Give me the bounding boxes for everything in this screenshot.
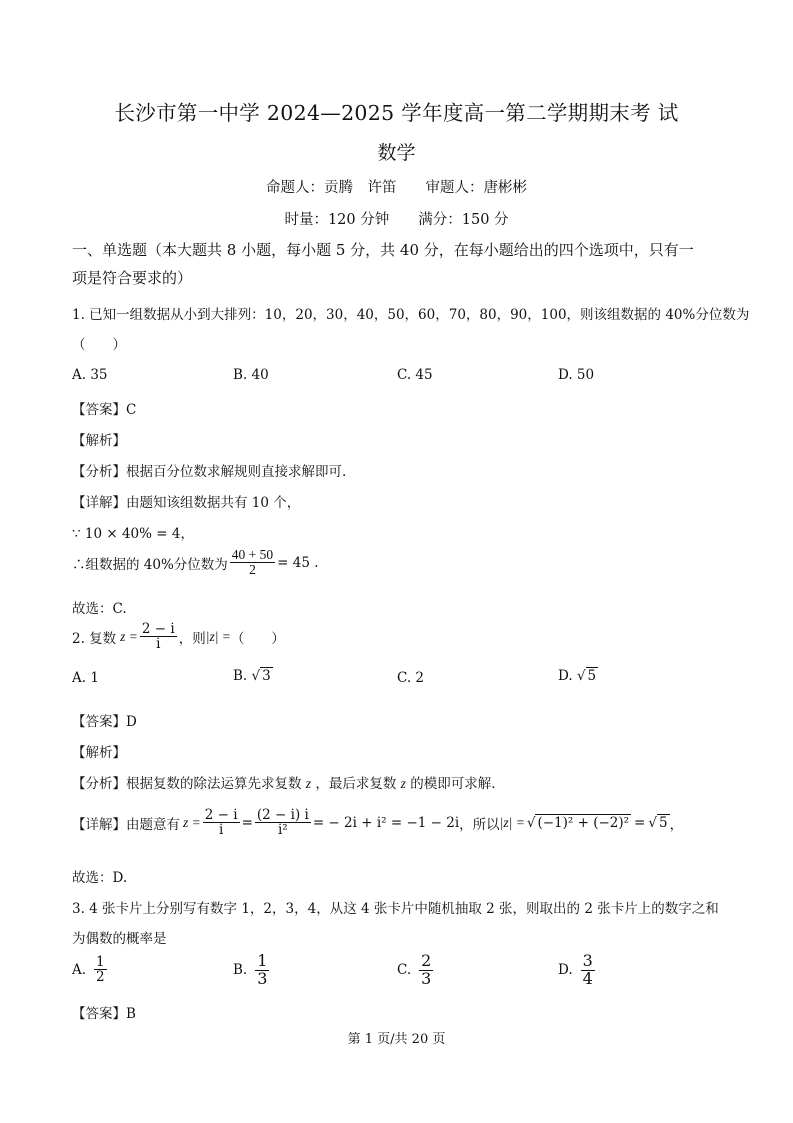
q2-stem-mid: ，则 — [178, 630, 206, 647]
q3-option-a-den: 2 — [96, 969, 105, 986]
q2-option-d-sqrt: √ 5 — [576, 668, 597, 684]
q2-fenxi-z2: z — [400, 776, 406, 791]
q1-fenxi: 【分析】根据百分位数求解规则直接求解即可. — [72, 464, 347, 480]
q2-detail-eq1: = — [241, 814, 253, 831]
q3-option-a-num: 1 — [96, 954, 105, 970]
exam-subject: 数学 — [377, 142, 416, 164]
q2-fenxi-a: 【分析】根据复数的除法运算先求复数 — [72, 776, 302, 792]
q2-abs-z: |z| = — [205, 628, 231, 644]
q2-option-d — [558, 668, 598, 684]
q3-option-a — [72, 955, 109, 984]
q2-detail-frac1-num: 2 − i — [204, 807, 238, 823]
q3-option-b — [233, 953, 271, 988]
q2-option-b — [233, 668, 273, 684]
q3-option-c — [397, 953, 435, 988]
q2-fenxi-c: 的模即可求解. — [410, 776, 496, 792]
q2-option-d-label: D. — [558, 668, 573, 684]
q2-detail-frac2 — [255, 808, 311, 837]
q1-conclusion — [72, 548, 319, 577]
exam-title: 长沙市第一中学 2024—2025 学年度高一第二学期期末考 试 — [114, 101, 679, 125]
q2-detail-frac2-den: i² — [277, 822, 288, 839]
q2-answer: 【答案】D — [72, 714, 137, 730]
q3-option-c-label: C. — [397, 962, 412, 979]
q1-conc-fraction — [230, 548, 275, 577]
q3-option-d-frac — [581, 953, 595, 988]
q1-conc-prefix: ∴组数据的 40%分位数为 — [72, 556, 228, 573]
q2-detail-sqrt1: √ (−1)² + (−2)² — [526, 814, 630, 831]
q1-detail: 【详解】由题知该组数据共有 10 个， — [72, 495, 301, 511]
q1-option-a: A. 35 — [72, 367, 108, 383]
q3-option-c-num: 2 — [421, 951, 432, 970]
q2-detail-prefix: 【详解】由题意有 — [72, 816, 180, 833]
q3-option-d-den: 4 — [582, 968, 593, 988]
q1-calc: ∵ 10 × 40% = 4， — [72, 526, 194, 542]
q2-den: i — [156, 636, 161, 653]
q2-option-d-rad: 5 — [587, 668, 597, 684]
q2-option-b-label: B. — [233, 668, 248, 684]
q3-option-d — [558, 953, 597, 988]
q1-choose: 故选：C. — [72, 601, 127, 617]
q2-detail-so: ，所以 — [459, 816, 500, 833]
q2-choose: 故选：D. — [72, 870, 128, 886]
q2-stem-prefix: 2. 复数 — [72, 630, 117, 647]
q1-conc-suffix: = 45 . — [277, 554, 319, 571]
q2-z-eq: z = — [120, 628, 138, 644]
q3-option-a-label: A. — [72, 961, 87, 978]
q2-detail — [72, 808, 683, 837]
q2-analysis-label: 【解析】 — [72, 745, 126, 761]
q2-option-b-sqrt: √ 3 — [251, 668, 271, 684]
q3-option-b-label: B. — [233, 962, 248, 979]
q1-conc-den: 2 — [249, 562, 256, 578]
q2-detail-eq2: = — [634, 814, 646, 831]
q1-option-c: C. 45 — [397, 367, 433, 383]
q3-option-b-den: 3 — [257, 968, 268, 988]
q2-option-a: A. 1 — [72, 670, 99, 686]
q2-option-b-rad: 3 — [262, 668, 271, 684]
q2-paren: （ ） — [230, 630, 285, 647]
q1-option-d: D. 50 — [558, 367, 595, 383]
exam-timing: 时量：120 分钟 满分：150 分 — [284, 212, 509, 228]
q3-option-c-den: 3 — [421, 968, 432, 988]
q2-detail-rad2: 5 — [658, 814, 668, 831]
exam-authors: 命题人：贡腾 许笛 审题人：唐彬彬 — [266, 180, 527, 196]
section-heading-line2: 项是符合要求的） — [72, 269, 193, 287]
q2-detail-sqrt2: √ 5 — [648, 814, 668, 831]
q1-option-b: B. 40 — [233, 367, 269, 383]
q2-detail-frac2-num: (2 − i) i — [256, 807, 309, 823]
q1-analysis-label: 【解析】 — [72, 433, 126, 449]
section-heading-line1: 一、单选题（本大题共 8 小题，每小题 5 分，共 40 分，在每小题给出的四个选项中，只有一 — [72, 241, 694, 259]
q2-detail-frac1-den: i — [218, 822, 224, 839]
q3-option-d-label: D. — [558, 962, 573, 979]
q2-detail-frac1 — [203, 808, 240, 837]
q1-answer: 【答案】C — [72, 402, 137, 418]
q1-stem: 1. 已知一组数据从小到大排列：10，20，30，40，50，60，70，80，90，100，则该组数据的 40%分位数为 — [72, 307, 750, 323]
q2-stem — [72, 622, 285, 651]
q3-stem-line1: 3. 4 张卡片上分别写有数字 1，2，3，4，从这 4 张卡片中随机抽取 2 张，则取出的 2 张卡片上的数字之和 — [72, 901, 719, 917]
q2-detail-rest: = − 2i + i² = −1 − 2i — [312, 814, 460, 831]
q3-stem-line2: 为偶数的概率是 — [72, 931, 167, 947]
q2-num: 2 − i — [141, 621, 175, 637]
q3-option-b-frac — [255, 953, 269, 988]
q3-option-a-frac — [94, 955, 107, 984]
q2-detail-end: ， — [669, 816, 684, 833]
q3-option-b-num: 1 — [257, 951, 268, 970]
q3-option-c-frac — [419, 953, 433, 988]
page-number: 第 1 页/共 20 页 — [347, 1032, 446, 1047]
q2-fenxi-b: ，最后求复数 — [315, 776, 397, 792]
q2-detail-z: z = — [183, 814, 201, 830]
q2-fraction — [140, 622, 177, 651]
q1-paren: （ ） — [72, 337, 126, 353]
q2-detail-abs: |z| = — [499, 814, 525, 830]
q2-option-c: C. 2 — [397, 670, 425, 686]
q1-conc-num: 40 + 50 — [231, 547, 274, 562]
q3-option-d-num: 3 — [582, 951, 593, 970]
q2-fenxi — [72, 772, 496, 792]
q2-fenxi-z: z — [305, 776, 312, 791]
q2-detail-rad: (−1)² + (−2)² — [537, 814, 630, 831]
q3-answer: 【答案】B — [72, 1006, 136, 1022]
